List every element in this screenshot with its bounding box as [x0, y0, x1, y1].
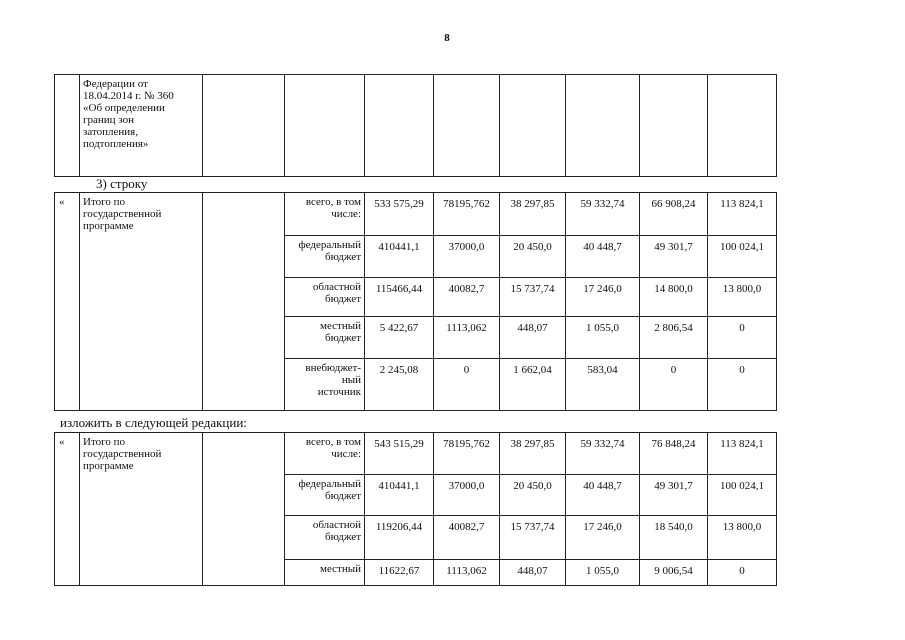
- row-label: [285, 560, 365, 586]
- value-cell: 59 332,74: [566, 433, 640, 475]
- value-cell: 0: [708, 317, 777, 359]
- name-line: программе: [83, 220, 134, 232]
- value-cell: [708, 75, 777, 177]
- value-cell: 49 301,7: [640, 475, 708, 516]
- value-cell: 17 246,0: [566, 278, 640, 317]
- value-cell: 78195,762: [434, 433, 500, 475]
- table-row: [55, 433, 777, 475]
- value-cell: 38 297,85: [500, 193, 566, 236]
- row-label-line: всего, в том: [305, 436, 361, 448]
- value-cell: 66 908,24: [640, 193, 708, 236]
- name-cell: [80, 75, 203, 177]
- row-label-line: бюджет: [325, 531, 361, 543]
- value-cell: 40082,7: [434, 516, 500, 560]
- value-cell: 9 006,54: [640, 560, 708, 586]
- value-cell: 59 332,74: [566, 193, 640, 236]
- value-cell: 410441,1: [365, 236, 434, 278]
- value-cell: 40082,7: [434, 278, 500, 317]
- empty-cell: [203, 193, 285, 411]
- value-cell: 78195,762: [434, 193, 500, 236]
- value-cell: 115466,44: [365, 278, 434, 317]
- value-cell: 410441,1: [365, 475, 434, 516]
- row-label-line: источник: [317, 386, 361, 398]
- row-label-line: числе:: [331, 448, 361, 460]
- value-cell: [640, 75, 708, 177]
- value-cell: 448,07: [500, 317, 566, 359]
- value-cell: 543 515,29: [365, 433, 434, 475]
- value-cell: 18 540,0: [640, 516, 708, 560]
- value-cell: 13 800,0: [708, 516, 777, 560]
- caption-new: изложить в следующей редакции:: [60, 415, 247, 430]
- value-cell: 13 800,0: [708, 278, 777, 317]
- value-cell: [566, 75, 640, 177]
- value-cell: 1 662,04: [500, 359, 566, 411]
- row-label-line: федеральный: [298, 239, 361, 251]
- old-table: [54, 192, 777, 411]
- page-number: 8: [444, 32, 450, 44]
- row-label-line: числе:: [331, 208, 361, 220]
- quote-cell: «: [55, 193, 80, 411]
- value-cell: 119206,44: [365, 516, 434, 560]
- value-cell: 40 448,7: [566, 475, 640, 516]
- value-cell: [500, 75, 566, 177]
- value-cell: 37000,0: [434, 236, 500, 278]
- empty-cell: [203, 433, 285, 586]
- row-label-line: местный: [320, 563, 361, 575]
- value-cell: 15 737,74: [500, 278, 566, 317]
- name-line: Федерации от: [83, 78, 148, 90]
- value-cell: 15 737,74: [500, 516, 566, 560]
- continuation-table: [54, 74, 777, 177]
- value-cell: [285, 75, 365, 177]
- row-label-line: всего, в том: [305, 196, 361, 208]
- value-cell: [434, 75, 500, 177]
- row-label-line: бюджет: [325, 490, 361, 502]
- row-label: [285, 236, 365, 278]
- value-cell: 0: [708, 560, 777, 586]
- row-label: [285, 516, 365, 560]
- value-cell: 38 297,85: [500, 433, 566, 475]
- value-cell: 14 800,0: [640, 278, 708, 317]
- value-cell: 583,04: [566, 359, 640, 411]
- value-cell: 448,07: [500, 560, 566, 586]
- row-label-line: областной: [312, 281, 361, 293]
- value-cell: 20 450,0: [500, 475, 566, 516]
- row-label-line: местный: [320, 320, 361, 332]
- name-line: границ зон: [83, 114, 134, 126]
- row-label-line: бюджет: [325, 251, 361, 263]
- row-label-line: ный: [341, 374, 361, 386]
- value-cell: 533 575,29: [365, 193, 434, 236]
- value-cell: 11622,67: [365, 560, 434, 586]
- value-cell: 20 450,0: [500, 236, 566, 278]
- row-label-line: областной: [312, 519, 361, 531]
- value-cell: 0: [640, 359, 708, 411]
- value-cell: 100 024,1: [708, 236, 777, 278]
- name-line: «Об определении: [83, 102, 165, 114]
- new-table: [54, 432, 777, 586]
- value-cell: 0: [434, 359, 500, 411]
- row-label-line: федеральный: [298, 478, 361, 490]
- name-line: Итого по: [83, 196, 125, 208]
- name-line: Итого по: [83, 436, 125, 448]
- value-cell: [365, 75, 434, 177]
- value-cell: 37000,0: [434, 475, 500, 516]
- name-line: государственной: [83, 208, 162, 220]
- name-line: подтопления»: [83, 138, 149, 150]
- value-cell: 100 024,1: [708, 475, 777, 516]
- name-line: 18.04.2014 г. № 360: [83, 90, 174, 102]
- value-cell: 5 422,67: [365, 317, 434, 359]
- value-cell: 2 806,54: [640, 317, 708, 359]
- table-row: [55, 75, 777, 177]
- row-label: [285, 433, 365, 475]
- row-label: [285, 278, 365, 317]
- name-cell: [80, 433, 203, 586]
- value-cell: 40 448,7: [566, 236, 640, 278]
- row-label: [285, 193, 365, 236]
- caption-old: 3) строку: [96, 176, 148, 191]
- value-cell: 1 055,0: [566, 560, 640, 586]
- row-label-line: бюджет: [325, 332, 361, 344]
- quote-cell: «: [55, 433, 80, 586]
- name-cell: [80, 193, 203, 411]
- row-label: [285, 317, 365, 359]
- row-label: [285, 475, 365, 516]
- value-cell: 0: [708, 359, 777, 411]
- value-cell: 113 824,1: [708, 193, 777, 236]
- row-label-line: бюджет: [325, 293, 361, 305]
- empty-cell: [203, 75, 285, 177]
- name-line: затопления,: [83, 126, 138, 138]
- value-cell: 1 055,0: [566, 317, 640, 359]
- row-label-line: внебюджет-: [305, 362, 361, 374]
- value-cell: 49 301,7: [640, 236, 708, 278]
- name-line: государственной: [83, 448, 162, 460]
- value-cell: 113 824,1: [708, 433, 777, 475]
- value-cell: 17 246,0: [566, 516, 640, 560]
- value-cell: 1113,062: [434, 560, 500, 586]
- quote-cell: [55, 75, 80, 177]
- table-row: [55, 193, 777, 236]
- row-label: [285, 359, 365, 411]
- value-cell: 76 848,24: [640, 433, 708, 475]
- name-line: программе: [83, 460, 134, 472]
- value-cell: 1113,062: [434, 317, 500, 359]
- value-cell: 2 245,08: [365, 359, 434, 411]
